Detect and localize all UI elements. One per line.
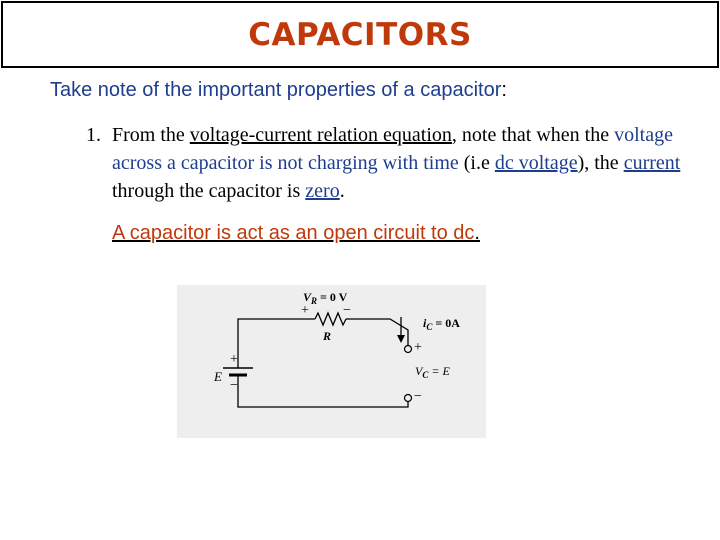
battery-minus: − <box>230 378 238 393</box>
item1-part6: . <box>339 180 345 202</box>
vc-label: $V_C = E$ <box>415 364 450 380</box>
item1-part4: ), the <box>577 152 624 174</box>
item1-phrase3: current <box>623 152 681 174</box>
intro-main: Take note of the important properties of a capacitor <box>50 79 502 101</box>
item1-phrase1: voltage across a capacitor is not charging with time <box>112 124 673 174</box>
battery-plus: + <box>230 352 238 367</box>
item1-part1: From the <box>112 124 190 146</box>
item1-part3: (i.e <box>458 152 495 174</box>
intro-text <box>50 79 507 102</box>
list-item-body <box>112 121 706 205</box>
callout-text <box>112 222 480 245</box>
circuit-wires <box>238 313 408 407</box>
list-item-1 <box>86 121 706 205</box>
page-title: CAPACITORS <box>248 16 472 53</box>
item1-phrase2: dc voltage <box>494 152 578 174</box>
relation-equation-link[interactable]: voltage-current relation equation <box>189 124 452 146</box>
intro-colon: : <box>501 79 507 101</box>
circuit-svg <box>177 285 486 438</box>
item1-part5: through the capacitor is <box>112 180 306 202</box>
resistor-plus: + <box>301 303 309 318</box>
battery-label: E <box>214 369 222 384</box>
terminal-bottom-icon <box>405 395 412 402</box>
capacitor-plus: + <box>414 340 422 355</box>
terminal-top-icon <box>405 346 412 353</box>
callout-main: A capacitor is act as an open circuit to dc <box>112 222 475 244</box>
current-arrow-icon <box>397 335 405 343</box>
title-box <box>1 1 719 68</box>
battery-symbol <box>223 361 253 381</box>
ic-label: $i_C = 0A$ <box>423 316 460 332</box>
item1-part2: , note that when the <box>451 124 615 146</box>
vr-label: $V_R = 0$ V <box>303 290 348 306</box>
resistor-label: R <box>323 329 332 343</box>
capacitor-minus: − <box>414 389 422 404</box>
resistor-minus: − <box>343 303 351 318</box>
list-item-number: 1. <box>86 124 101 146</box>
callout-period: . <box>474 222 480 244</box>
circuit-diagram <box>177 285 486 438</box>
item1-phrase4: zero <box>305 180 340 202</box>
